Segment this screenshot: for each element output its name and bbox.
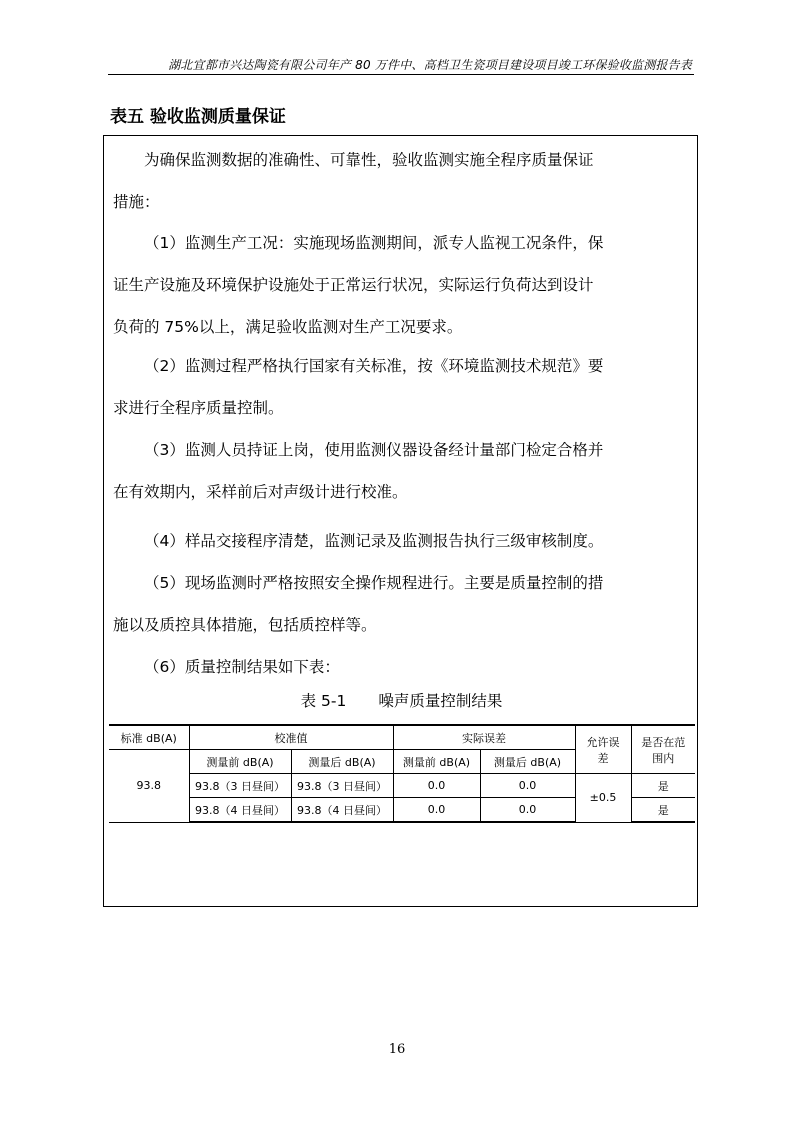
- para-line: （6）质量控制结果如下表：: [144, 658, 340, 676]
- subheader-err-after: 测量后 dB(A): [480, 750, 575, 774]
- cell-before: 93.8（3 日昼间）: [189, 774, 291, 798]
- paragraph-item-4: [113, 520, 693, 562]
- content-box: [103, 135, 698, 907]
- paragraph-item-2: [113, 345, 693, 429]
- table-caption-number: 表 5-1: [300, 692, 347, 710]
- cell-err-after: 0.0: [480, 774, 575, 798]
- cell-before: 93.8（4 日昼间）: [189, 798, 291, 823]
- paragraph-item-6: [113, 646, 693, 688]
- para-line: 负荷的 75%以上，满足验收监测对生产工况要求。: [113, 318, 463, 336]
- report-header-title: 湖北宜都市兴达陶瓷有限公司年产 80 万件中、高档卫生瓷项目建设项目竣工环保验收监测报告表: [168, 58, 692, 72]
- cell-in-range: 是: [631, 774, 695, 798]
- header-error: 实际误差: [393, 725, 575, 750]
- para-line: 求进行全程序质量控制。: [113, 399, 284, 417]
- standard-value-cell: 93.8: [109, 750, 189, 823]
- header-allowed-line2: 差: [597, 751, 609, 765]
- subheader-after: 测量后 dB(A): [291, 750, 393, 774]
- paragraph-item-1: [113, 222, 693, 348]
- allowed-error-value-cell: ±0.5: [575, 774, 631, 823]
- para-line: （5）现场监测时严格按照安全操作规程进行。主要是质量控制的措: [144, 574, 604, 592]
- para-line: 施以及质控具体措施，包括质控样等。: [113, 616, 377, 634]
- header-standard: 标准 dB(A): [109, 725, 189, 750]
- subheader-before: 测量前 dB(A): [189, 750, 291, 774]
- para-line: 为确保监测数据的准确性、可靠性，验收监测实施全程序质量保证: [144, 151, 594, 169]
- noise-qc-table: [109, 724, 695, 823]
- page-number: 16: [388, 1042, 406, 1057]
- subheader-err-before: 测量前 dB(A): [393, 750, 480, 774]
- cell-in-range: 是: [631, 798, 695, 823]
- paragraph-item-5: [113, 562, 693, 646]
- header-in-range: [631, 725, 695, 774]
- table-header-row: [109, 725, 695, 750]
- para-line: （3）监测人员持证上岗，使用监测仪器设备经计量部门检定合格并: [144, 441, 604, 459]
- table-caption-title: 噪声质量控制结果: [378, 692, 503, 710]
- para-line: 在有效期内，采样前后对声级计进行校准。: [113, 483, 408, 501]
- cell-after: 93.8（3 日昼间）: [291, 774, 393, 798]
- table-caption: [104, 689, 699, 711]
- header-calibration: 校准值: [189, 725, 393, 750]
- header-allowed-error: [575, 725, 631, 774]
- header-in-range-line2: 围内: [652, 751, 675, 765]
- para-line: 措施：: [113, 193, 160, 211]
- header-rule: [108, 74, 694, 75]
- header-allowed-line1: 允许误: [586, 735, 620, 749]
- table-row: [109, 774, 695, 798]
- cell-err-before: 0.0: [393, 798, 480, 823]
- cell-err-before: 0.0: [393, 774, 480, 798]
- header-in-range-line1: 是否在范: [641, 735, 686, 749]
- cell-after: 93.8（4 日昼间）: [291, 798, 393, 823]
- paragraph-intro: [113, 139, 693, 223]
- paragraph-item-3: [113, 429, 693, 513]
- para-line: （2）监测过程严格执行国家有关标准，按《环境监测技术规范》要: [144, 357, 604, 375]
- cell-err-after: 0.0: [480, 798, 575, 823]
- section-title: 表五 验收监测质量保证: [110, 107, 286, 127]
- para-line: （4）样品交接程序清楚，监测记录及监测报告执行三级审核制度。: [144, 532, 604, 550]
- para-line: （1）监测生产工况：实施现场监测期间，派专人监视工况条件，保: [144, 234, 604, 252]
- para-line: 证生产设施及环境保护设施处于正常运行状况，实际运行负荷达到设计: [113, 276, 594, 294]
